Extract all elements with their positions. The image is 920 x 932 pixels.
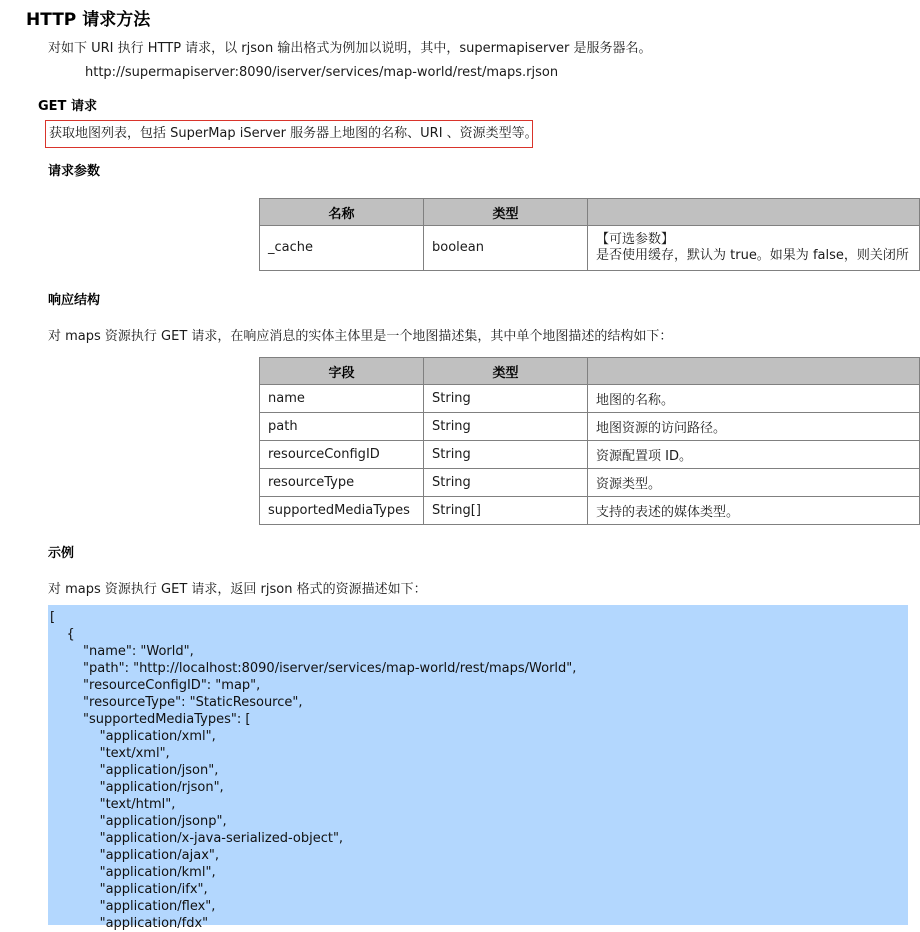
field-cell: path xyxy=(260,413,424,441)
field-cell: supportedMediaTypes xyxy=(260,497,424,525)
description-cell: 资源类型。 xyxy=(588,469,920,497)
table-row xyxy=(260,497,920,525)
description-cell: 支持的表述的媒体类型。 xyxy=(588,497,920,525)
param-optional-label: 【可选参数】 xyxy=(596,232,675,247)
page-title: HTTP 请求方法 xyxy=(26,10,151,30)
column-header-description xyxy=(588,199,920,226)
description-cell: 地图资源的访问路径。 xyxy=(588,413,920,441)
table-row xyxy=(260,441,920,469)
intro-text: 对如下 URI 执行 HTTP 请求，以 rjson 输出格式为例加以说明，其中，supermapiserver 是服务器名。 xyxy=(48,41,652,56)
table-row xyxy=(260,413,920,441)
table-header-row xyxy=(260,199,920,226)
column-header-type: 类型 xyxy=(424,199,588,226)
field-cell: resourceConfigID xyxy=(260,441,424,469)
field-cell: name xyxy=(260,385,424,413)
json-example-code[interactable]: [ { "name": "World", "path": "http://localhost:8090/iserver/services/map-world/rest/maps/World", "resourceConfigID": "map", "resourceType": "StaticResource", "supportedMediaTypes": [ "application/xml", "text/xml", "application/json", "application/rjson", "text/html", "application/jsonp", "application/x-java-serialized-object", "application/ajax", "application/kml", "application/ifx", "application/flex", "application/fdx" xyxy=(48,605,908,925)
type-cell: String xyxy=(424,413,588,441)
type-cell: String xyxy=(424,469,588,497)
description-cell: 资源配置项 ID。 xyxy=(588,441,920,469)
field-cell: resourceType xyxy=(260,469,424,497)
param-description-text: 是否使用缓存，默认为 true。如果为 false，则关闭所 xyxy=(596,248,909,263)
request-params-heading: 请求参数 xyxy=(48,164,101,179)
table-row xyxy=(260,226,920,271)
type-cell: String xyxy=(424,385,588,413)
example-uri: http://supermapiserver:8090/iserver/services/map-world/rest/maps.rjson xyxy=(85,65,559,80)
type-cell: String[] xyxy=(424,497,588,525)
example-heading: 示例 xyxy=(48,546,75,561)
param-name-cell: _cache xyxy=(260,226,424,271)
table-row xyxy=(260,469,920,497)
param-type-cell: boolean xyxy=(424,226,588,271)
type-cell: String xyxy=(424,441,588,469)
request-params-table xyxy=(259,198,920,271)
example-description: 对 maps 资源执行 GET 请求，返回 rjson 格式的资源描述如下： xyxy=(48,582,427,597)
param-description-cell xyxy=(588,226,920,271)
get-request-description: 获取地图列表，包括 SuperMap iServer 服务器上地图的名称、URI 、资源类型等。 xyxy=(45,120,533,148)
column-header-field: 字段 xyxy=(260,358,424,385)
response-structure-heading: 响应结构 xyxy=(48,293,101,308)
column-header-type: 类型 xyxy=(424,358,588,385)
table-header-row xyxy=(260,358,920,385)
table-row xyxy=(260,385,920,413)
get-request-heading: GET 请求 xyxy=(38,99,97,114)
column-header-description xyxy=(588,358,920,385)
description-cell: 地图的名称。 xyxy=(588,385,920,413)
column-header-name: 名称 xyxy=(260,199,424,226)
response-structure-table xyxy=(259,357,920,525)
response-description: 对 maps 资源执行 GET 请求，在响应消息的实体主体里是一个地图描述集，其中单个地图描述的结构如下： xyxy=(48,329,673,344)
